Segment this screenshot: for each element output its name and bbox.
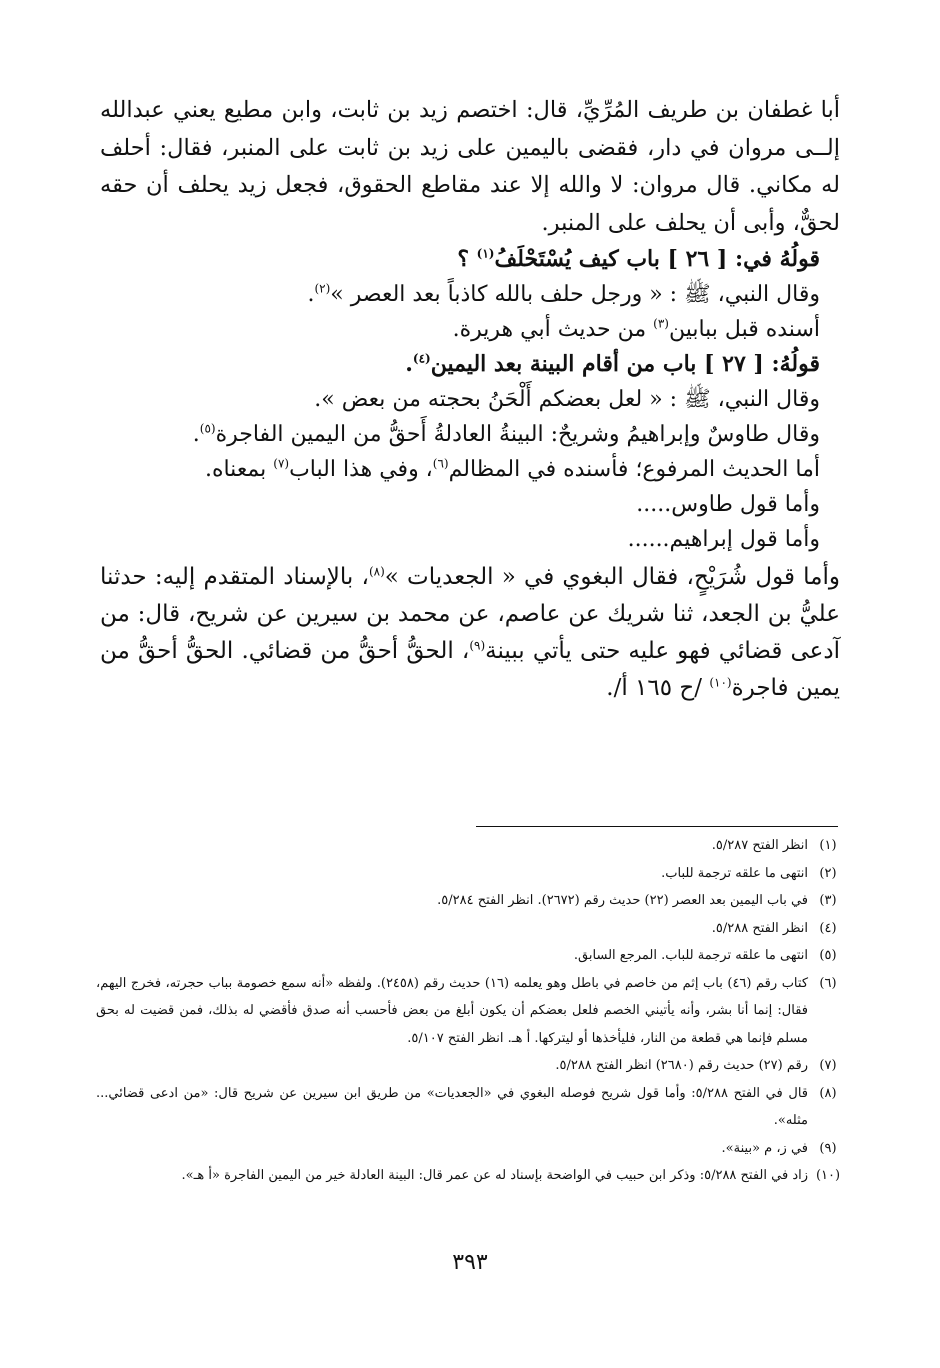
final-paragraph: وأما قول شُرَيْحٍ، فقال البغوي في « الجعديات »$^{(٨)}$، بالإسناد المتقدم إليه: حدثنا عليُّ بن الجعد، ثنا شريك عن عاصم، عن محمد بن سيرين عن شريح، قال: من آدعى قضائي فهو عليه حتى يأتي ببينة$^{(٩)}$، الحقُّ أحقُّ من قضائي. الحقُّ أحقُّ من يمين فاجرة$^{(١٠)}$ /ح ١٦٥ أ/. — [100, 564, 840, 701]
footnote-ref: (٥) — [199, 421, 216, 436]
footnote-ref: (٨) — [368, 564, 385, 579]
intro-line: لحقٌّ، وأبى أن يحلف على المنبر. — [541, 209, 840, 236]
commentary-line: وأما قول إبراهيم...... — [627, 527, 820, 552]
footnote: (٧) رقم (٢٧) حديث رقم (٢٦٨٠) انظر الفتح ٥/٢٨٨. — [555, 1058, 837, 1073]
footnote: (٣) في باب اليمين بعد العصر (٢٢) حديث رقم (٢٦٧٢). انظر الفتح ٥/٢٨٤. — [437, 893, 837, 908]
footnote-ref: (٩) — [469, 638, 486, 653]
footnote-divider — [476, 826, 838, 827]
footnote: (١) انظر الفتح ٥/٢٨٧. — [711, 838, 837, 853]
hadith-line: وقال النبي، ﷺ : « ورجل حلف بالله كاذباً بعد العصر »$^{(٢)}$. — [307, 281, 820, 307]
page-number: ٣٩٣ — [452, 1250, 488, 1275]
commentary-line: وأما قول طاوس..... — [636, 492, 820, 517]
isnad-line: أسنده قبل ببابين$^{(٣)}$ من حديث أبي هريرة. — [452, 316, 820, 342]
chapter-heading-26: قولُهُ في: [ ٢٦ ] باب كيف يُسْتَحْلَفُ$^{(١)}$ ؟ — [457, 246, 820, 272]
footnote: (١٠) زاد في الفتح ٥/٢٨٨: وذكر ابن حبيب في الواضحة بإسناد له عن عمر قال: البينة العادلة خير من اليمين الفاجرة «أ هـ». — [181, 1168, 841, 1183]
footnote-ref: (١٠) — [709, 675, 732, 690]
footnote-ref: (٢) — [314, 281, 331, 296]
intro-line: مكاني. قال مروان: لا والله إلا عند مقاطع الحقوق، فجعل زيد يحلف أن حقه — [100, 172, 813, 198]
footnote-ref: (١) — [476, 246, 495, 261]
hadith-line: وقال النبي، ﷺ : « لعل بعضكم أَلْحَنُ بحجته من بعض ». — [314, 387, 820, 412]
footnote-ref: (٧) — [273, 456, 290, 471]
chapter-heading-27: قولُهُ: [ ٢٧ ] باب من أقام البينة بعد اليمين$^{(٤)}$. — [405, 351, 820, 377]
footnotes — [96, 832, 848, 1190]
commentary-line: أما الحديث المرفوع؛ فأسنده في المظالم$^{(٦)}$، وفي هذا الباب$^{(٧)}$ بمعناه. — [204, 456, 820, 482]
intro-paragraph — [100, 92, 840, 242]
footnote-ref: (٦) — [432, 456, 449, 471]
footnote: (٥) انتهى ما علقه ترجمة للباب. المرجع السابق. — [573, 948, 837, 963]
footnote: (٤) انظر الفتح ٥/٢٨٨. — [711, 920, 837, 936]
main-text — [100, 92, 840, 707]
intro-line: إلــى مروان في دار، فقضى باليمين على زيد بن ثابت على المنبر، فقال: أحلف له — [100, 134, 841, 198]
footnote: (٨) قال في الفتح ٥/٢٨٨: وأما قول شريح فوصله البغوي في «الجعديات» من طريق ابن سيرين عن شريح قال: «من ادعى قضائي... مثله». — [96, 1085, 837, 1128]
footnote: (٦) كتاب رقم (٤٦) باب إثم من خاصم في باطل وهو يعلمه (١٦) حديث رقم (٢٤٥٨). ولفظه «أنه سمع خصومة بباب حجرته، فخرج اليهم، فقال: إنما أنا بشر، وأنه يأتيني الخصم فلعل بعضكم أن يكون أبلغ من بعض فأحسب أنه صدق فأقضي له بذلك، فمن قضيت له بحق مسلم فإنما هي قطعة من النار، فليأخذها أو ليتركها. أ هـ. انظر الفتح ٥/١٠٧. — [96, 975, 837, 1046]
intro-line: أبا غطفان بن طريف المُرِّيِّ، قال: اختصم زيد بن ثابت، وابن مطيع يعني عبدالله — [100, 97, 840, 123]
footnote: (٩) في ز، م «بينة». — [721, 1140, 837, 1156]
footnote: (٢) انتهى ما علقه ترجمة للباب. — [661, 865, 837, 881]
footnote-ref: (٣) — [653, 316, 669, 331]
athar-line: وقال طاوسٌ وإبراهيمُ وشريحٌ: البينةُ العادلةُ أَحقُّ من اليمين الفاجرة$^{(٥)}$. — [192, 421, 820, 447]
footnote-ref: (٤) — [412, 351, 431, 366]
